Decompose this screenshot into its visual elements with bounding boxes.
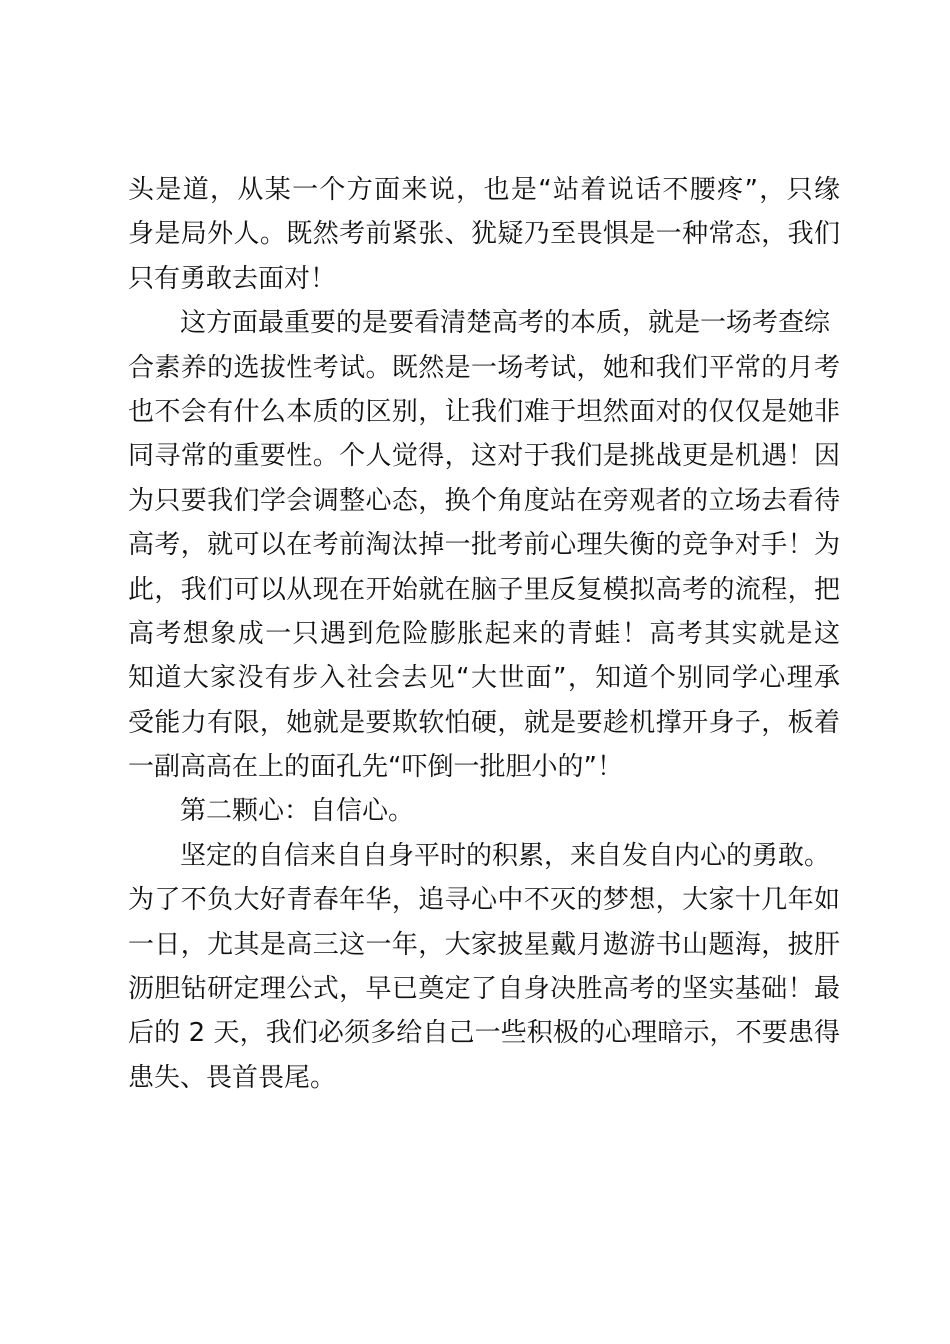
text-line: 高考，就可以在考前淘汰掉一批考前心理失衡的竞争对手！为: [128, 530, 840, 561]
text-line: 也不会有什么本质的区别，让我们难于坦然面对的仅仅是她非: [128, 396, 840, 427]
text-line: 同寻常的重要性。个人觉得，这对于我们是挑战更是机遇！因: [128, 441, 840, 472]
paragraph-1: [128, 168, 840, 301]
text-line: 此，我们可以从现在开始就在脑子里反复模拟高考的流程，把: [128, 574, 840, 605]
text-line: 一副高高在上的面孔先“吓倒一批胆小的”！: [128, 752, 623, 783]
section-heading: 第二颗心：自信心。: [180, 796, 415, 827]
text-line: 受能力有限，她就是要欺软怕硬，就是要趁机撑开身子，板着: [128, 707, 840, 738]
text-line: 这方面最重要的是要看清楚高考的本质，就是一场考查综: [180, 308, 831, 339]
text-line: 为了不负大好青春年华，追寻心中不灭的梦想，大家十几年如: [128, 885, 840, 916]
text-line: 知道大家没有步入社会去见“大世面”，知道个别同学心理承: [128, 663, 840, 694]
text-line: 为只要我们学会调整心态，换个角度站在旁观者的立场去看待: [128, 485, 840, 516]
text-line: 身是局外人。既然考前紧张、犹疑乃至畏惧是一种常态，我们: [128, 219, 840, 250]
text-line: 只有勇敢去面对！: [128, 263, 337, 294]
paragraph-2: [128, 301, 840, 789]
body-text: [128, 168, 840, 1100]
text-line: 沥胆钻研定理公式，早已奠定了自身决胜高考的坚实基础！最: [128, 974, 840, 1005]
paragraph-4: [128, 834, 840, 1100]
paragraph-3: [128, 789, 840, 833]
text-line: 合素养的选拔性考试。既然是一场考试，她和我们平常的月考: [128, 352, 840, 383]
text-line: 高考想象成一只遇到危险膨胀起来的青蛙！高考其实就是这: [128, 618, 840, 649]
text-line: 一日，尤其是高三这一年，大家披星戴月遨游书山题海，披肝: [128, 929, 840, 960]
text-line: 患失、畏首畏尾。: [128, 1062, 337, 1093]
text-line: 头是道，从某一个方面来说，也是“站着说话不腰疼”，只缘: [128, 175, 840, 205]
text-line: 后的 2 天，我们必须多给自己一些积极的心理暗示，不要患得: [128, 1018, 840, 1049]
text-line: 坚定的自信来自自身平时的积累，来自发自内心的勇敢。: [180, 840, 831, 871]
